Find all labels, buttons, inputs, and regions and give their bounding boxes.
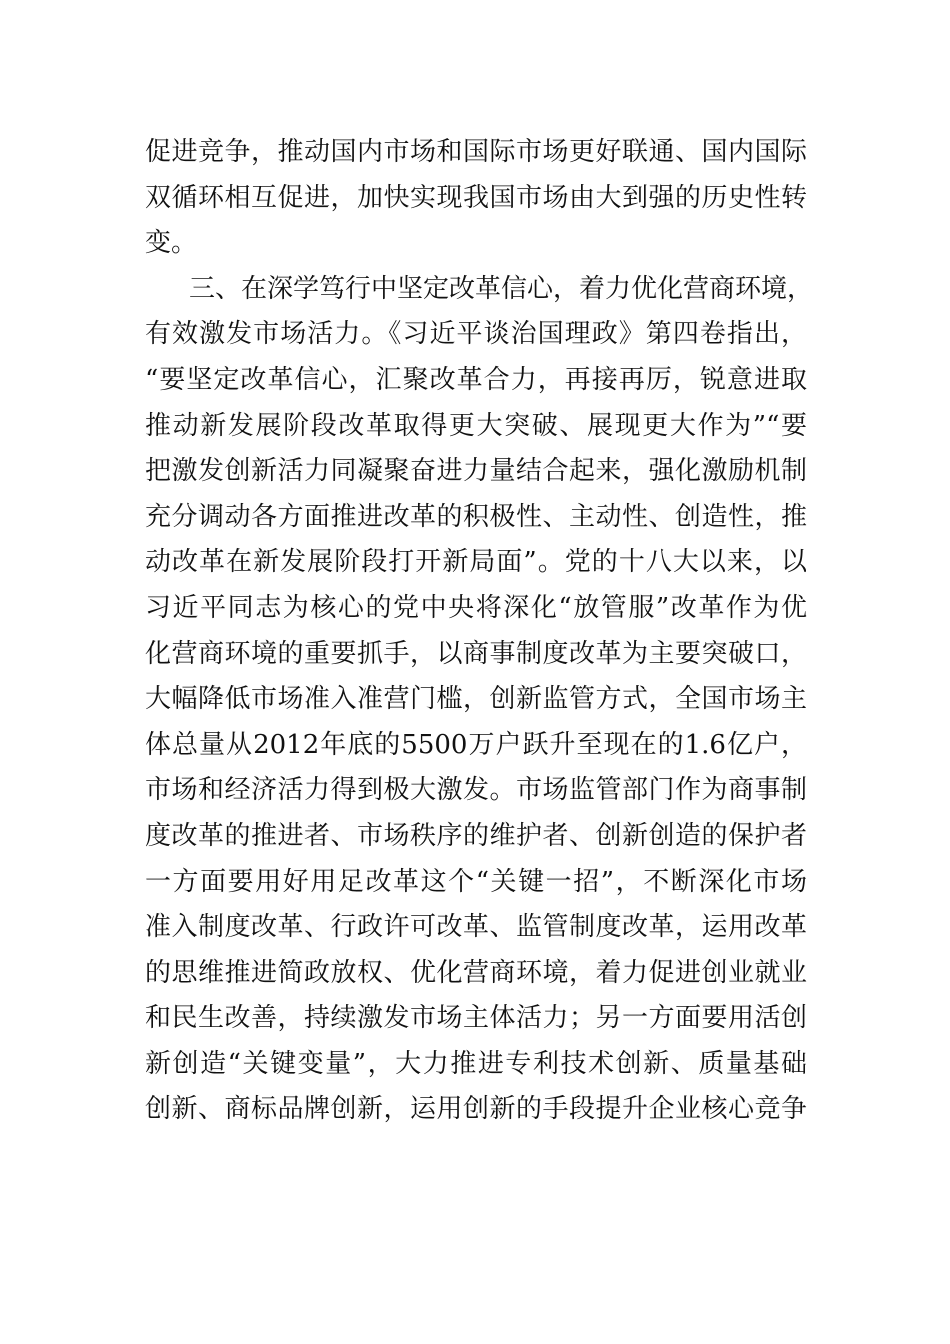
text-line: “要坚定改革信心，汇聚改革合力，再接再厉，锐意进取 <box>145 364 807 395</box>
text-line: 市场和经济活力得到极大激发。市场监管部门作为商事制 <box>145 775 807 806</box>
text-line: 动改革在新发展阶段打开新局面”。党的十八大以来，以 <box>145 547 807 578</box>
text-line: 把激发创新活力同凝聚奋进力量结合起来，强化激励机制 <box>145 456 807 487</box>
text-line: 化营商环境的重要抓手，以商事制度改革为主要突破口， <box>145 638 807 669</box>
text-line: 有效激发市场活力。《习近平谈治国理政》第四卷指出， <box>145 319 807 350</box>
text-line: 新创造“关键变量”，大力推进专利技术创新、质量基础 <box>145 1048 807 1079</box>
text-line: 变。 <box>145 228 198 259</box>
text-line: 和民生改善，持续激发市场主体活力；另一方面要用活创 <box>145 1003 807 1034</box>
text-line: 推动新发展阶段改革取得更大突破、展现更大作为”“要 <box>145 410 807 441</box>
text-line: 创新、商标品牌创新，运用创新的手段提升企业核心竞争 <box>145 1094 807 1125</box>
text-line: 体总量从2012年底的5500万户跃升至现在的1.6亿户， <box>145 729 807 760</box>
text-line: 双循环相互促进，加快实现我国市场由大到强的历史性转 <box>145 182 807 213</box>
text-line: 习近平同志为核心的党中央将深化“放管服”改革作为优 <box>145 592 807 623</box>
section-heading-line: 三、在深学笃行中坚定改革信心，着力优化营商环境， <box>189 273 814 304</box>
text-line: 的思维推进简政放权、优化营商环境，着力促进创业就业 <box>145 957 807 988</box>
text-line: 大幅降低市场准入准营门槛，创新监管方式，全国市场主 <box>145 684 807 715</box>
text-line: 准入制度改革、行政许可改革、监管制度改革，运用改革 <box>145 912 807 943</box>
body-text <box>145 130 814 1133</box>
text-line: 一方面要用好用足改革这个“关键一招”，不断深化市场 <box>145 866 807 897</box>
text-line: 度改革的推进者、市场秩序的维护者、创新创造的保护者 <box>145 820 807 851</box>
text-line: 促进竞争，推动国内市场和国际市场更好联通、国内国际 <box>145 137 807 167</box>
text-line: 充分调动各方面推进改革的积极性、主动性、创造性，推 <box>145 501 807 532</box>
